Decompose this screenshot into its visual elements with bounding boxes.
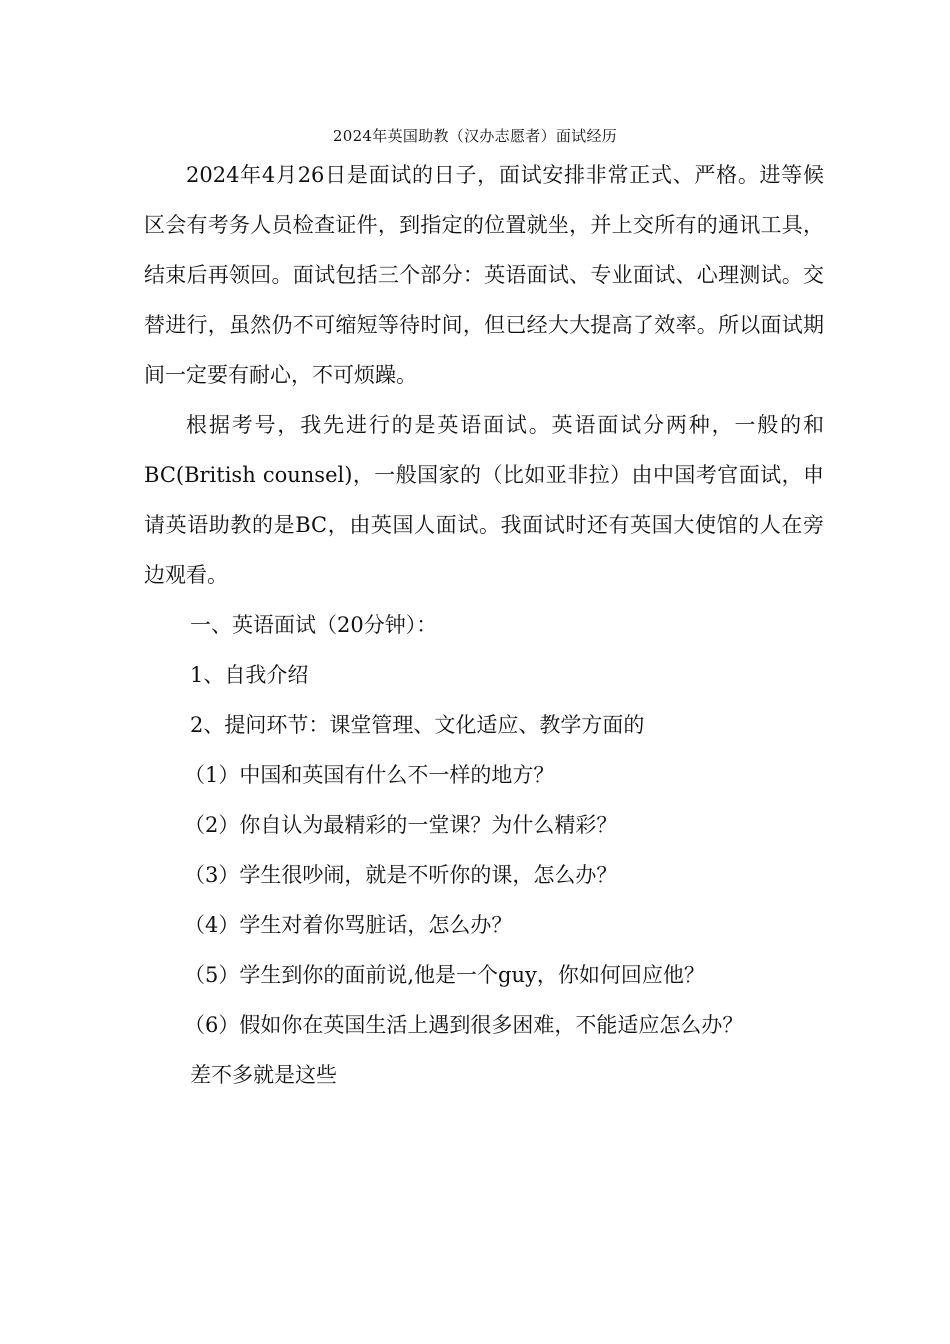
section-heading-english-interview: 一、英语面试（20分钟）： [190, 613, 438, 637]
question-item-1: （1）中国和英国有什么不一样的地方？ [184, 763, 555, 787]
closing-line: 差不多就是这些 [190, 1063, 337, 1087]
question-item-4: （4）学生对着你骂脏话，怎么办？ [184, 913, 513, 937]
question-item-5: （5）学生到你的面前说,他是一个guy，你如何回应他？ [184, 963, 705, 987]
document-title: 2024年英国助教（汉办志愿者）面试经历 [332, 127, 618, 145]
question-item-2: （2）你自认为最精彩的一堂课？为什么精彩？ [184, 813, 618, 837]
question-item-3: （3）学生很吵闹，就是不听你的课，怎么办？ [184, 863, 618, 887]
paragraph-interview-arrangement: 2024年4月26日是面试的日子，面试安排非常正式、严格。进等候区会有考务人员检查证件，到指定的位置就坐，并上交所有的通讯工具，结束后再领回。面试包括三个部分：英语面试、专业面试、心理测试。交替进行，虽然仍不可缩短等待时间，但已经大大提高了效率。所以面试期间一定要有耐心，不可烦躁。 [144, 163, 824, 387]
paragraph-english-interview-intro: 根据考号，我先进行的是英语面试。英语面试分两种，一般的和BC(British counsel)，一般国家的（比如亚非拉）由中国考官面试，申请英语助教的是BC，由英国人面试。我面试时还有英国大使馆的人在旁边观看。 [144, 413, 824, 587]
list-item-question-session: 2、提问环节：课堂管理、文化适应、教学方面的 [190, 713, 645, 737]
document-body [144, 150, 824, 1100]
list-item-self-introduction: 1、自我介绍 [190, 663, 309, 687]
question-item-6: （6）假如你在英国生活上遇到很多困难，不能适应怎么办？ [184, 1013, 744, 1037]
